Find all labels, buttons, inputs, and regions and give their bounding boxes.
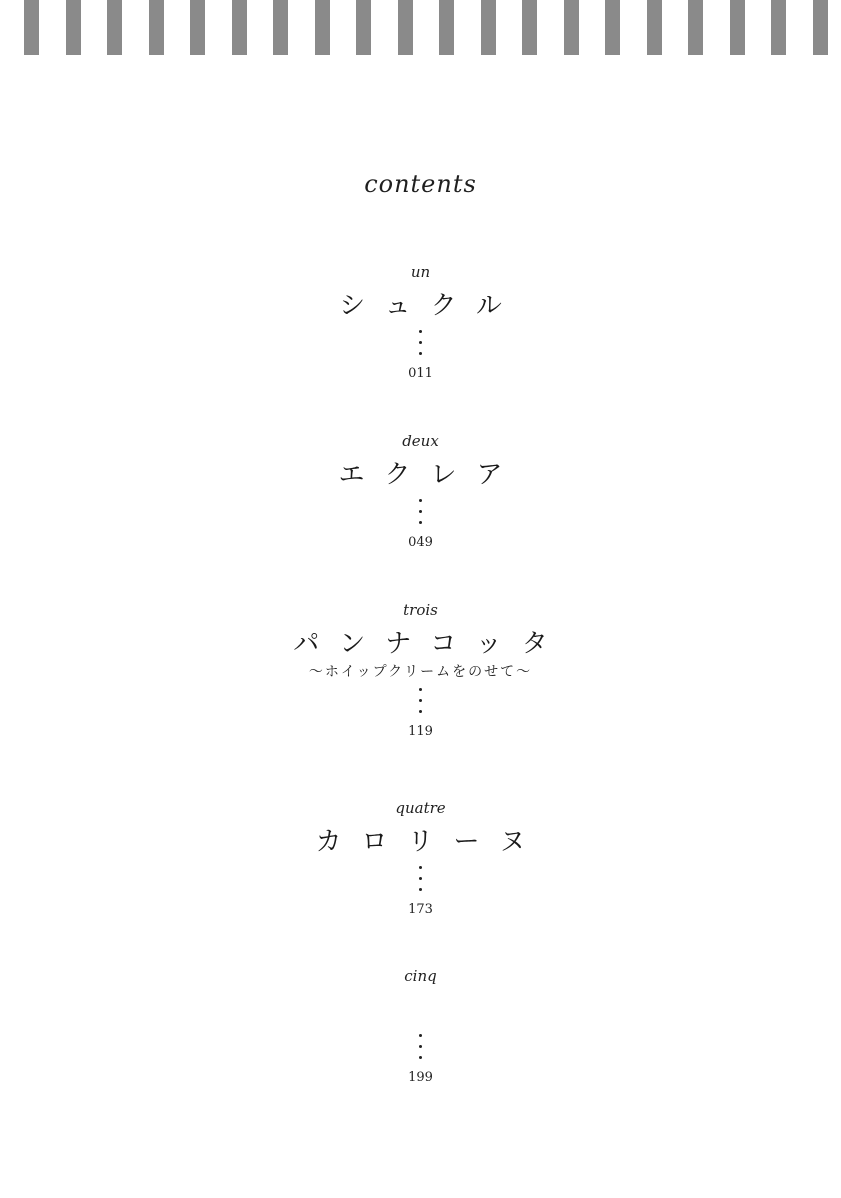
chapter-title: パンナコッタ xyxy=(293,629,568,659)
stripe xyxy=(439,0,454,55)
stripe xyxy=(356,0,371,55)
chapter-page-number: 011 xyxy=(408,366,433,381)
leader-dots xyxy=(419,497,423,527)
chapter-entry-4 xyxy=(0,798,841,920)
stripe xyxy=(190,0,205,55)
chapter-title xyxy=(0,992,841,1028)
chapter-number-word: quatre xyxy=(395,799,446,817)
contents-heading: contents xyxy=(364,170,477,198)
stripe xyxy=(481,0,496,55)
stripe xyxy=(107,0,122,55)
stripe xyxy=(66,0,81,55)
stripe xyxy=(605,0,620,55)
stripe xyxy=(232,0,247,55)
stripe xyxy=(771,0,786,55)
chapter-entry-1 xyxy=(0,262,841,384)
stripe xyxy=(813,0,828,55)
chapter-page-number: 049 xyxy=(408,535,433,550)
stripe xyxy=(688,0,703,55)
chapter-number-word: trois xyxy=(403,601,438,619)
leader-dots xyxy=(419,686,423,716)
chapter-title: エクレア xyxy=(338,460,523,490)
chapter-number-word: un xyxy=(410,263,431,281)
leader-dots xyxy=(419,328,423,358)
stripe xyxy=(522,0,537,55)
stripe xyxy=(149,0,164,55)
chapter-page-number: 119 xyxy=(408,724,433,739)
chapter-title: カロリーヌ xyxy=(315,827,546,857)
leader-dots xyxy=(419,1032,423,1062)
chapter-number-word: deux xyxy=(402,432,439,450)
chapter-number-word: cinq xyxy=(404,967,437,985)
stripe xyxy=(564,0,579,55)
stripe xyxy=(730,0,745,55)
leader-dots xyxy=(419,864,423,894)
stripe xyxy=(24,0,39,55)
chapter-entry-2 xyxy=(0,431,841,553)
chapter-page-number: 199 xyxy=(408,1070,433,1085)
chapter-page-number: 173 xyxy=(408,902,433,917)
chapter-subtitle: 〜ホイップクリームをのせて〜 xyxy=(308,664,533,680)
stripe xyxy=(398,0,413,55)
chapter-entry-5 xyxy=(0,966,841,1088)
stripe xyxy=(273,0,288,55)
chapter-entry-3 xyxy=(0,600,841,742)
stripe xyxy=(315,0,330,55)
stripe xyxy=(647,0,662,55)
chapter-title: シュクル xyxy=(339,291,522,321)
decorative-stripe-band xyxy=(0,0,841,55)
